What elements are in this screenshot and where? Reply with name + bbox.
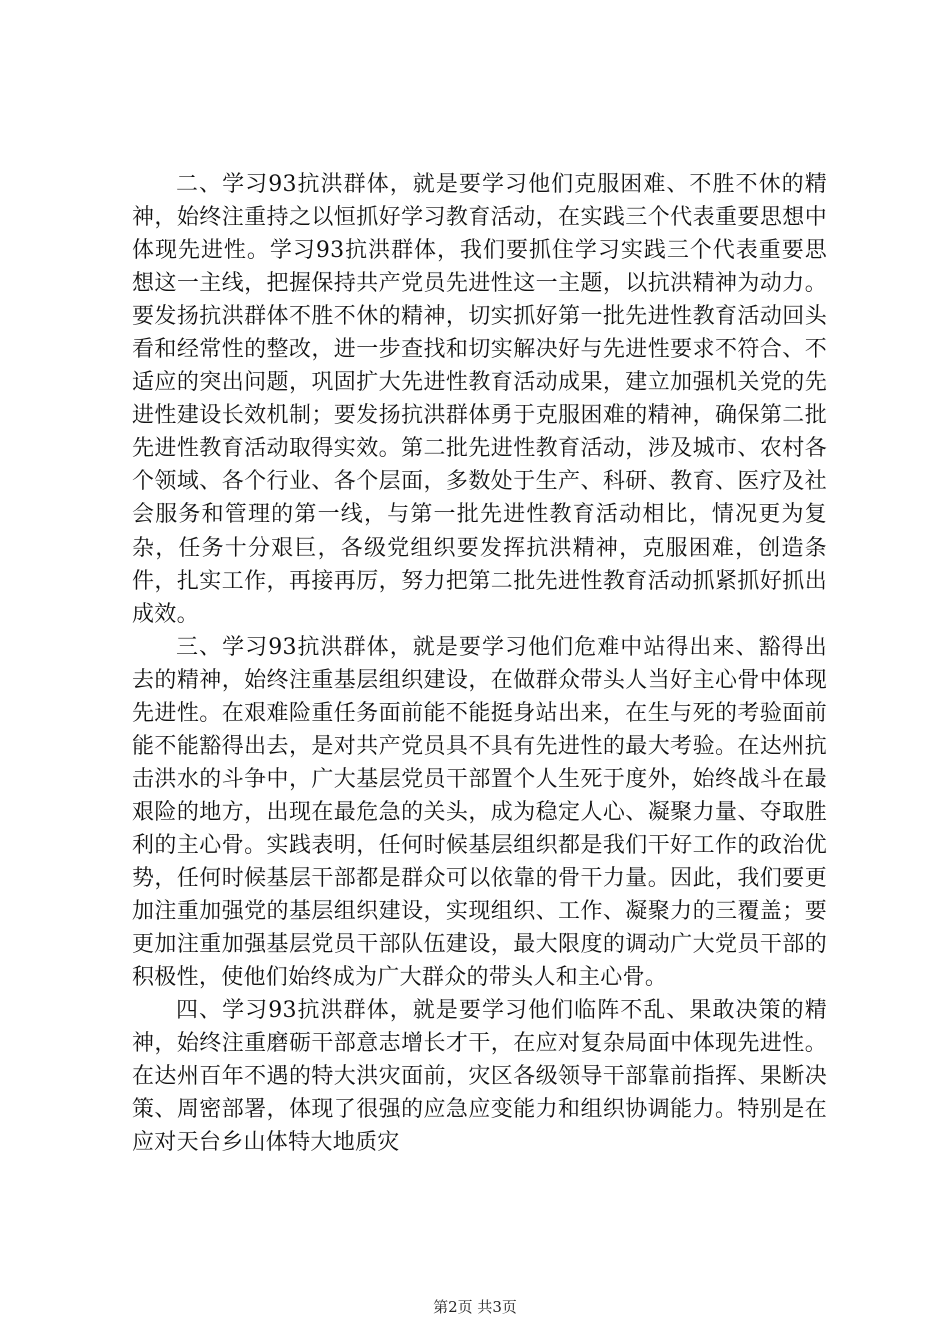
page-footer: 第2页 共3页 [433, 1298, 517, 1316]
body-text [132, 168, 827, 1159]
paragraph-2: 二、学习93抗洪群体，就是要学习他们克服困难、不胜不休的精神，始终注重持之以恒抓好学习教育活动，在实践三个代表重要思想中体现先进性。学习93抗洪群体，我们要抓住学习实践三个代表重要思想这一主线，把握保持共产党员先进性这一主题，以抗洪精神为动力。要发扬抗洪群体不胜不休的精神，切实抓好第一批先进性教育活动回头看和经常性的整改，进一步查找和切实解决好与先进性要求不符合、不适应的突出问题，巩固扩大先进性教育活动成果，建立加强机关党的先进性建设长效机制；要发扬抗洪群体勇于克服困难的精神，确保第二批先进性教育活动取得实效。第二批先进性教育活动，涉及城市、农村各个领域、各个行业、各个层面，多数处于生产、科研、教育、医疗及社会服务和管理的第一线，与第一批先进性教育活动相比，情况更为复杂，任务十分艰巨，各级党组织要发挥抗洪精神，克服困难，创造条件，扎实工作，再接再厉，努力把第二批先进性教育活动抓紧抓好抓出成效。 [132, 172, 827, 627]
paragraph-3: 三、学习93抗洪群体，就是要学习他们危难中站得出来、豁得出去的精神，始终注重基层组织建设，在做群众带头人当好主心骨中体现先进性。在艰难险重任务面前能不能挺身站出来，在生与死的考验面前能不能豁得出去，是对共产党员具不具有先进性的最大考验。在达州抗击洪水的斗争中，广大基层党员干部置个人生死于度外，始终战斗在最艰险的地方，出现在最危急的关头，成为稳定人心、凝聚力量、夺取胜利的主心骨。实践表明，任何时候基层组织都是我们干好工作的政治优势，任何时候基层干部都是群众可以依靠的骨干力量。因此，我们要更加注重加强党的基层组织建设，实现组织、工作、凝聚力的三覆盖；要更加注重加强基层党员干部队伍建设，最大限度的调动广大党员干部的积极性，使他们始终成为广大群众的带头人和主心骨。 [132, 634, 827, 991]
paragraph-4: 四、学习93抗洪群体，就是要学习他们临阵不乱、果敢决策的精神，始终注重磨砺干部意志增长才干，在应对复杂局面中体现先进性。在达州百年不遇的特大洪灾面前，灾区各级领导干部靠前指挥、果断决策、周密部署，体现了很强的应急应变能力和组织协调能力。特别是在应对天台乡山体特大地质灾 [132, 998, 827, 1156]
